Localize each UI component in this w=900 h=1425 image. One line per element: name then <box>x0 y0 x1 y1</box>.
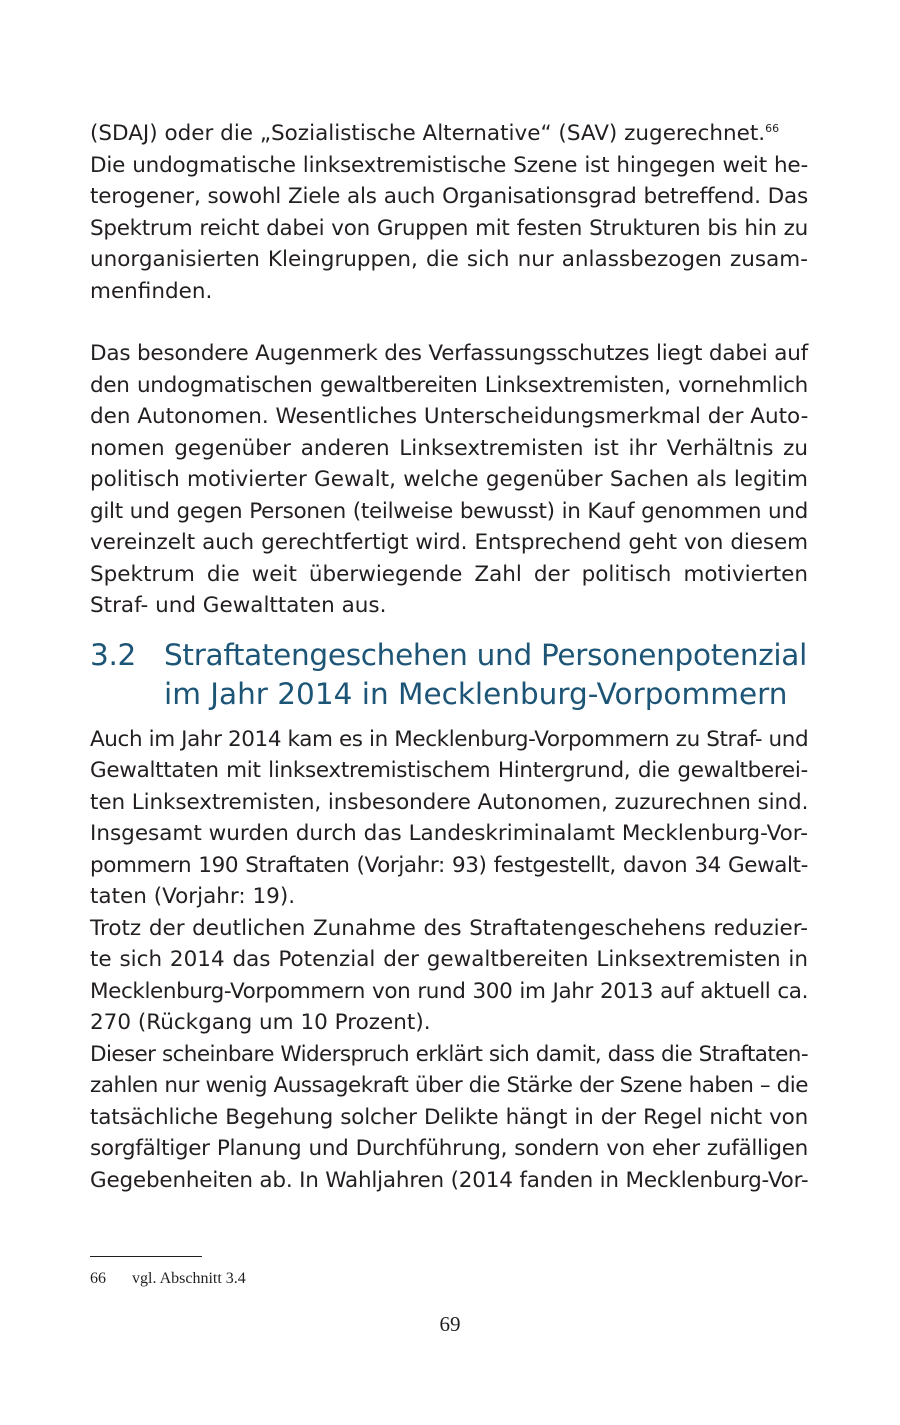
text-line: terogener, sowohl Ziele als auch Organisationsgrad betreffend. Das <box>90 184 808 209</box>
page-body <box>90 118 808 1196</box>
text-line: den Autonomen. Wesentliches Unterscheidungsmerkmal der Auto- <box>90 404 809 429</box>
section-number: 3.2 <box>90 637 137 672</box>
text-line: Gegebenheiten ab. In Wahljahren (2014 fanden in Mecklenburg-Vor- <box>90 1167 809 1193</box>
text-line: Insgesamt wurden durch das Landeskriminalamt Mecklenburg-Vor- <box>90 821 808 846</box>
text-line: Spektrum reicht dabei von Gruppen mit festen Strukturen bis hin zu <box>90 215 808 241</box>
text-line: sorgfältiger Planung und Durchführung, sondern von eher zufälligen <box>90 1136 808 1161</box>
page-number: 69 <box>439 1312 461 1336</box>
text-line: ten Linksextremisten, insbesondere Autonomen, zuzurechnen sind. <box>90 789 809 815</box>
text-line: Trotz der deutlichen Zunahme des Straftatengeschehens reduzier- <box>90 915 808 941</box>
text-line: 270 (Rückgang um 10 Prozent). <box>90 1010 431 1035</box>
text-line: tatsächliche Begehung solcher Delikte hängt in der Regel nicht von <box>90 1104 808 1130</box>
text-line: (SDAJ) oder die „Sozialistische Alternative“ (SAV) zugerechnet.$^{66}$ <box>90 121 780 146</box>
footnote <box>90 1270 246 1288</box>
text-line: Straf- und Gewalttaten aus. <box>90 593 387 618</box>
text-line: den undogmatischen gewaltbereiten Linksextremisten, vornehmlich <box>90 372 808 398</box>
footnote-number: 66 <box>90 1270 106 1287</box>
section-title-line: im Jahr 2014 in Mecklenburg-Vorpommern <box>164 676 788 711</box>
text-line: Auch im Jahr 2014 kam es in Mecklenburg-Vorpommern zu Straf- und <box>90 726 809 752</box>
text-line: Gewalttaten mit linksextremistischem Hintergrund, die gewaltberei- <box>90 758 808 783</box>
text-line: unorganisierten Kleingruppen, die sich nur anlassbezogen zusam- <box>90 247 808 272</box>
footnote-reference[interactable]: 66 <box>765 122 780 135</box>
text-line: Spektrum die weit überwiegende Zahl der politisch motivierten <box>90 561 808 587</box>
text-line: menfinden. <box>90 278 213 304</box>
text-line: politisch motivierter Gewalt, welche gegenüber Sachen als legitim <box>90 467 808 492</box>
section-heading <box>90 636 808 714</box>
footnote-text: vgl. Abschnitt 3.4 <box>132 1270 246 1287</box>
text-line: nomen gegenüber anderen Linksextremisten ist ihr Verhältnis zu <box>90 435 808 461</box>
text-line: Mecklenburg-Vorpommern von rund 300 im Jahr 2013 auf aktuell ca. <box>90 978 808 1004</box>
text-line: vereinzelt auch gerechtfertigt wird. Entsprechend geht von diesem <box>90 530 808 555</box>
footnote-separator <box>90 1256 202 1257</box>
section-title-line: Straftatengeschehen und Personenpotenzial <box>164 637 807 672</box>
text-line: te sich 2014 das Potenzial der gewaltbereiten Linksextremisten in <box>90 947 808 972</box>
text-line: pommern 190 Straftaten (Vorjahr: 93) festgestellt, davon 34 Gewalt- <box>90 852 808 878</box>
text-line: Die undogmatische linksextremistische Szene ist hingegen weit he- <box>90 152 808 178</box>
text-line: Das besondere Augenmerk des Verfassungsschutzes liegt dabei auf <box>90 341 808 366</box>
text-line: Dieser scheinbare Widerspruch erklärt sich damit, dass die Straftaten- <box>90 1041 808 1067</box>
text-line: gilt und gegen Personen (teilweise bewusst) in Kauf genommen und <box>90 498 808 524</box>
text-line: taten (Vorjahr: 19). <box>90 884 296 909</box>
text-line: zahlen nur wenig Aussagekraft über die Stärke der Szene haben – die <box>90 1073 808 1098</box>
